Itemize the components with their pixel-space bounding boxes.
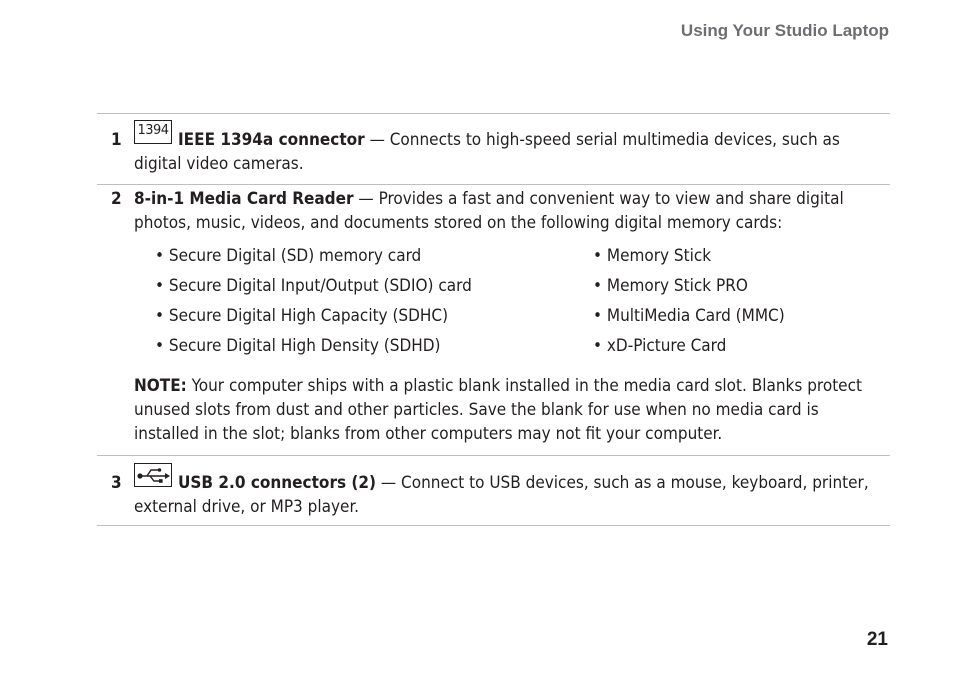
item-description: — Provides a fast and convenient way to view and share digital photos, music, videos, and documents stored on the following digital memory cards: xyxy=(134,189,844,233)
item-media-card-reader xyxy=(97,187,890,452)
list-item: • Secure Digital Input/Output (SDIO) card • Memory Stick PRO xyxy=(155,276,748,296)
item-number: 1 xyxy=(111,130,122,150)
item-title: 8-in-1 Media Card Reader xyxy=(134,189,354,209)
item-body xyxy=(134,187,884,235)
usb-icon xyxy=(134,463,172,487)
1394-icon: 1394 xyxy=(134,120,172,144)
divider xyxy=(97,455,890,456)
item-body xyxy=(134,471,884,519)
note-label: NOTE: xyxy=(134,376,187,396)
list-item: • Secure Digital (SD) memory card • Memory Stick xyxy=(155,246,712,266)
item-number: 3 xyxy=(111,473,122,493)
item-1394-connector xyxy=(97,123,890,182)
page-number: 21 xyxy=(866,629,888,650)
item-description: — Connect to USB devices, such as a mouse, keyboard, printer, external drive, or MP3 player. xyxy=(134,473,869,517)
divider xyxy=(97,525,890,526)
list-item: • Secure Digital High Density (SDHD) • xD-Picture Card xyxy=(155,336,727,356)
item-body xyxy=(134,123,884,176)
note-text: Your computer ships with a plastic blank installed in the media card slot. Blanks protect unused slots from dust and other particles. Save the blank for use when no media card is installed in the slot; blanks from other computers may not fit your computer. xyxy=(134,376,862,444)
page-header-title: Using Your Studio Laptop xyxy=(680,21,889,40)
item-usb-connectors xyxy=(97,471,890,525)
divider xyxy=(97,113,890,114)
item-number: 2 xyxy=(111,189,122,209)
note xyxy=(134,374,884,446)
memory-card-list xyxy=(155,244,855,364)
list-item: • Secure Digital High Capacity (SDHC) • MultiMedia Card (MMC) xyxy=(155,306,785,326)
divider xyxy=(97,184,890,185)
item-title: USB 2.0 connectors (2) xyxy=(178,473,377,493)
item-title: IEEE 1394a connector xyxy=(178,130,365,150)
item-description: — Connects to high-speed serial multimedia devices, such as digital video cameras. xyxy=(134,130,840,174)
